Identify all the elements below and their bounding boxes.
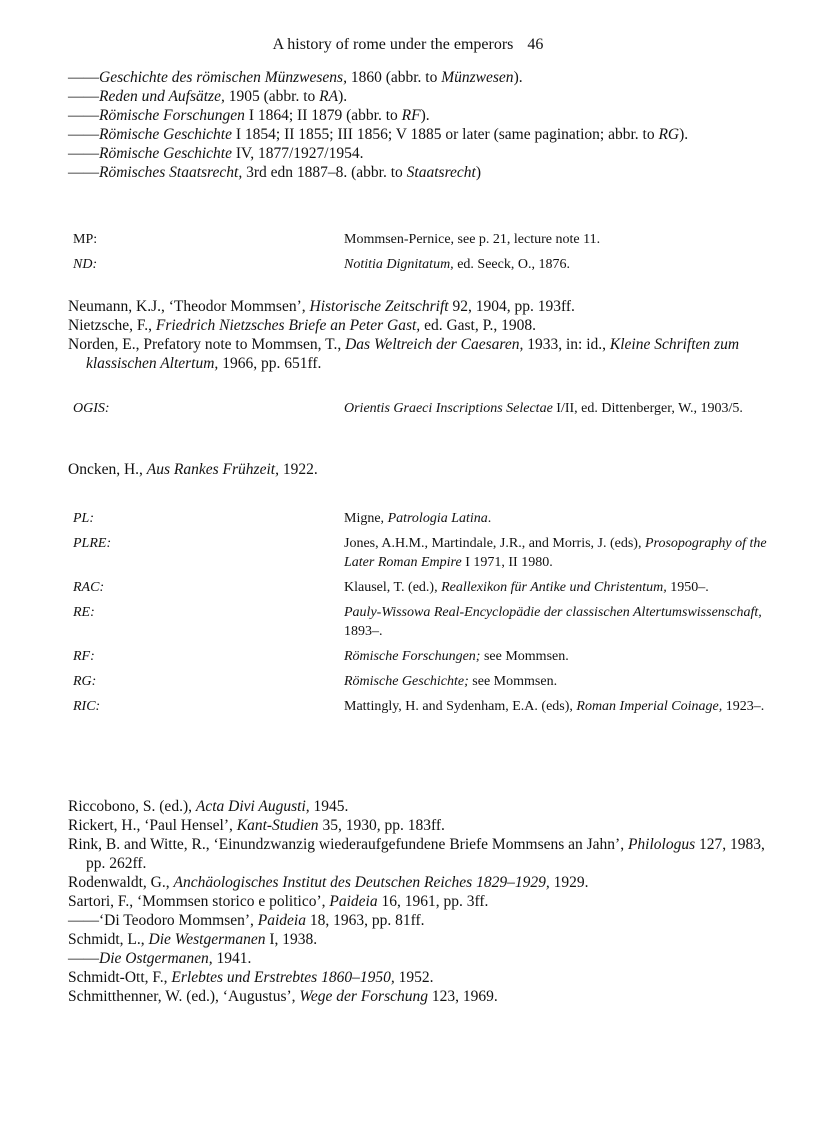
italic-title: Erlebtes und Erstrebtes 1860–1950,: [171, 969, 395, 986]
bibliography-entry: [68, 68, 768, 87]
italic-title: Pauly-Wissowa Real-Encyclopädie der classischen Altertumswissenschaft,: [344, 605, 762, 620]
abbreviation-expansion: [344, 509, 768, 528]
italic-title: Staatsrecht: [406, 164, 476, 181]
entry-text: I 1864; II 1879 (abbr. to: [244, 107, 402, 124]
entry-text: ).: [513, 69, 523, 86]
entry-text: ed. Seeck, O., 1876.: [453, 257, 570, 272]
entry-text: 1950–.: [666, 580, 709, 595]
italic-title: Geschichte des römischen Münzwesens,: [99, 69, 347, 86]
italic-title: Orientis Graeci Inscriptions Selectae: [344, 401, 553, 416]
entry-text: Migne,: [344, 511, 388, 526]
italic-title: Notitia Dignitatum,: [344, 257, 454, 272]
running-header: [0, 36, 816, 54]
entry-text: 1922.: [278, 461, 318, 478]
entry-text: I/II, ed. Dittenberger, W., 1903/5.: [552, 401, 743, 416]
italic-title: Philologus: [627, 836, 696, 853]
italic-title: RA: [319, 88, 339, 105]
entry-text: 123, 1969.: [428, 988, 498, 1005]
abbreviation-key: RF:: [73, 649, 95, 664]
entry-text: ‘Di Teodoro Mommsen’,: [99, 912, 258, 929]
entry-text: see Mommsen.: [468, 674, 558, 689]
bibliography-entry: [68, 987, 768, 1006]
bibliography-entry: [68, 930, 768, 949]
abbreviation-row: [68, 399, 768, 418]
italic-title: Münzwesen: [441, 69, 514, 86]
bibliography-entry: [68, 335, 768, 373]
italic-title: Reallexikon für Antike und Christentum,: [441, 580, 667, 595]
abbreviation-key: MP:: [73, 232, 98, 247]
entry-text: Jones, A.H.M., Martindale, J.R., and Morris, J. (eds),: [344, 536, 645, 551]
abbreviation-row: [68, 578, 768, 597]
repeat-author-dash: ——: [68, 69, 99, 86]
italic-title: Kleine Schriften zum klassischen Altertum,: [86, 336, 740, 372]
abbreviation-key: RE:: [73, 605, 95, 620]
abbreviation-key: PLRE:: [73, 536, 112, 551]
italic-title: Römische Geschichte: [99, 126, 232, 143]
abbreviation-expansion: [344, 399, 768, 418]
repeat-author-dash: ——: [68, 164, 99, 181]
entry-text: Klausel, T. (ed.),: [344, 580, 442, 595]
italic-title: Friedrich Nietzsches Briefe an Peter Gast,: [155, 317, 421, 334]
italic-title: Wege der Forschung: [299, 988, 428, 1005]
bibliography-section-o: [68, 460, 768, 479]
bibliography-entry: [68, 163, 768, 182]
italic-title: Acta Divi Augusti,: [195, 798, 310, 815]
abbreviation-row: [68, 509, 768, 528]
italic-title: Patrologia Latina: [387, 511, 488, 526]
entry-text: 1966, pp. 651ff.: [218, 355, 322, 372]
bibliography-entry: [68, 125, 768, 144]
abbreviation-key: OGIS:: [73, 401, 110, 416]
entry-text: 18, 1963, pp. 81ff.: [306, 912, 425, 929]
entry-text: ).: [420, 107, 430, 124]
abbreviation-key: ND:: [73, 257, 98, 272]
entry-text: 1952.: [394, 969, 434, 986]
entry-text: Rickert, H., ‘Paul Hensel’,: [68, 817, 237, 834]
bibliography-entry: [68, 816, 768, 835]
abbreviation-expansion: [344, 534, 768, 572]
italic-title: Das Weltreich der Caesaren,: [345, 336, 524, 353]
entry-text: 1893–.: [344, 624, 383, 639]
bibliography-section-r-s: [68, 797, 768, 1006]
abbreviation-row: [68, 672, 768, 691]
italic-title: Römische Forschungen;: [344, 649, 481, 664]
bibliography-entry: [68, 892, 768, 911]
repeat-author-dash: ——: [68, 912, 99, 929]
abbreviation-expansion: [344, 647, 768, 666]
italic-title: Römische Forschungen: [99, 107, 245, 124]
abbreviation-row: [68, 697, 768, 716]
abbreviation-expansion: [344, 578, 768, 597]
abbreviation-expansion: [344, 230, 768, 249]
abbreviation-list-p-r: [68, 509, 768, 722]
italic-title: Roman Imperial Coinage,: [576, 699, 723, 714]
entry-text: 1860 (abbr. to: [346, 69, 442, 86]
bibliography-entry: [68, 87, 768, 106]
italic-title: Paideia: [257, 912, 306, 929]
entry-text: Schmitthenner, W. (ed.), ‘Augustus’,: [68, 988, 300, 1005]
abbreviation-key: RG:: [73, 674, 97, 689]
abbreviation-expansion: [344, 697, 768, 716]
repeat-author-dash: ——: [68, 950, 99, 967]
entry-text: IV, 1877/1927/1954.: [232, 145, 364, 162]
entry-text: ).: [679, 126, 689, 143]
entry-text: ed. Gast, P., 1908.: [420, 317, 537, 334]
abbreviation-expansion: [344, 672, 768, 691]
entry-text: Neumann, K.J., ‘Theodor Mommsen’,: [68, 298, 310, 315]
header-title: A history of rome under the emperors: [272, 36, 514, 53]
entry-text: Rink, B. and Witte, R., ‘Einundzwanzig wiederaufgefundene Briefe Mommsens an Jahn’,: [68, 836, 628, 853]
entry-text: Schmidt-Ott, F.,: [68, 969, 172, 986]
bibliography-entry: [68, 316, 768, 335]
abbreviation-expansion: [344, 255, 768, 274]
entry-text: Oncken, H.,: [68, 461, 147, 478]
repeat-author-dash: ——: [68, 145, 99, 162]
bibliography-entry: [68, 873, 768, 892]
italic-title: Historische Zeitschrift: [309, 298, 449, 315]
italic-title: Aus Rankes Frühzeit,: [146, 461, 279, 478]
abbreviation-row: [68, 603, 768, 641]
abbreviation-list-mp-nd: [68, 230, 768, 280]
repeat-author-dash: ——: [68, 107, 99, 124]
abbreviation-row: [68, 230, 768, 249]
entry-text: 1933, in: id.,: [523, 336, 610, 353]
entry-text: 1905 (abbr. to: [224, 88, 320, 105]
italic-title: RG: [658, 126, 680, 143]
italic-title: Römisches Staatsrecht,: [99, 164, 243, 181]
entry-text: Schmidt, L.,: [68, 931, 149, 948]
entry-text: Mattingly, H. and Sydenham, E.A. (eds),: [344, 699, 577, 714]
bibliography-entry: [68, 911, 768, 930]
entry-text: 3rd edn 1887–8. (abbr. to: [242, 164, 407, 181]
italic-title: Reden und Aufsätze,: [99, 88, 225, 105]
bibliography-entry: [68, 297, 768, 316]
entry-text: 16, 1961, pp. 3ff.: [377, 893, 489, 910]
bibliography-entry: [68, 949, 768, 968]
entry-text: Riccobono, S. (ed.),: [68, 798, 196, 815]
repeat-author-dash: ——: [68, 126, 99, 143]
entry-text: 35, 1930, pp. 183ff.: [318, 817, 445, 834]
italic-title: Römische Geschichte;: [344, 674, 469, 689]
italic-title: Anchäologisches Institut des Deutschen Reiches 1829–1929,: [173, 874, 550, 891]
italic-title: Die Ostgermanen,: [99, 950, 213, 967]
entry-text: .: [487, 511, 492, 526]
entry-text: Nietzsche, F.,: [68, 317, 156, 334]
entry-text: ): [475, 164, 482, 181]
entry-text: 1945.: [309, 798, 349, 815]
italic-title: Kant-Studien: [236, 817, 319, 834]
entry-text: 1941.: [212, 950, 252, 967]
entry-text: I, 1938.: [265, 931, 318, 948]
abbreviation-row: [68, 647, 768, 666]
abbreviation-key: RAC:: [73, 580, 105, 595]
entry-text: see Mommsen.: [480, 649, 569, 664]
italic-title: Prosopography of the Later Roman Empire: [344, 536, 767, 570]
abbreviation-key: PL:: [73, 511, 94, 526]
entry-text: 1929.: [549, 874, 589, 891]
entry-text: Rodenwaldt, G.,: [68, 874, 174, 891]
entry-text: 92, 1904, pp. 193ff.: [448, 298, 575, 315]
entry-text: 1923–.: [722, 699, 765, 714]
entry-text: ).: [338, 88, 348, 105]
entry-text: Norden, E., Prefatory note to Mommsen, T.,: [68, 336, 346, 353]
entry-text: Mommsen-Pernice, see p. 21, lecture note 11.: [344, 232, 601, 247]
bibliography-section-mommsen: [68, 68, 768, 182]
bibliography-entry: [68, 835, 768, 873]
italic-title: RF: [401, 107, 421, 124]
bibliography-entry: [68, 460, 768, 479]
abbreviation-key: RIC:: [73, 699, 101, 714]
bibliography-entry: [68, 968, 768, 987]
abbreviation-row: [68, 534, 768, 572]
bibliography-entry: [68, 144, 768, 163]
abbreviation-list-ogis: [68, 399, 768, 424]
page-number: 46: [527, 36, 544, 53]
repeat-author-dash: ——: [68, 88, 99, 105]
bibliography-entry: [68, 797, 768, 816]
entry-text: I 1854; II 1855; III 1856; V 1885 or later (same pagination; abbr. to: [232, 126, 659, 143]
abbreviation-expansion: [344, 603, 768, 641]
entry-text: Sartori, F., ‘Mommsen storico e politico’,: [68, 893, 330, 910]
italic-title: Römische Geschichte: [99, 145, 232, 162]
bibliography-entry: [68, 106, 768, 125]
italic-title: Die Westgermanen: [148, 931, 266, 948]
italic-title: Paideia: [329, 893, 378, 910]
bibliography-section-n: [68, 297, 768, 373]
entry-text: 127, 1983, pp. 262ff.: [86, 836, 765, 872]
abbreviation-row: [68, 255, 768, 274]
entry-text: I 1971, II 1980.: [461, 555, 553, 570]
